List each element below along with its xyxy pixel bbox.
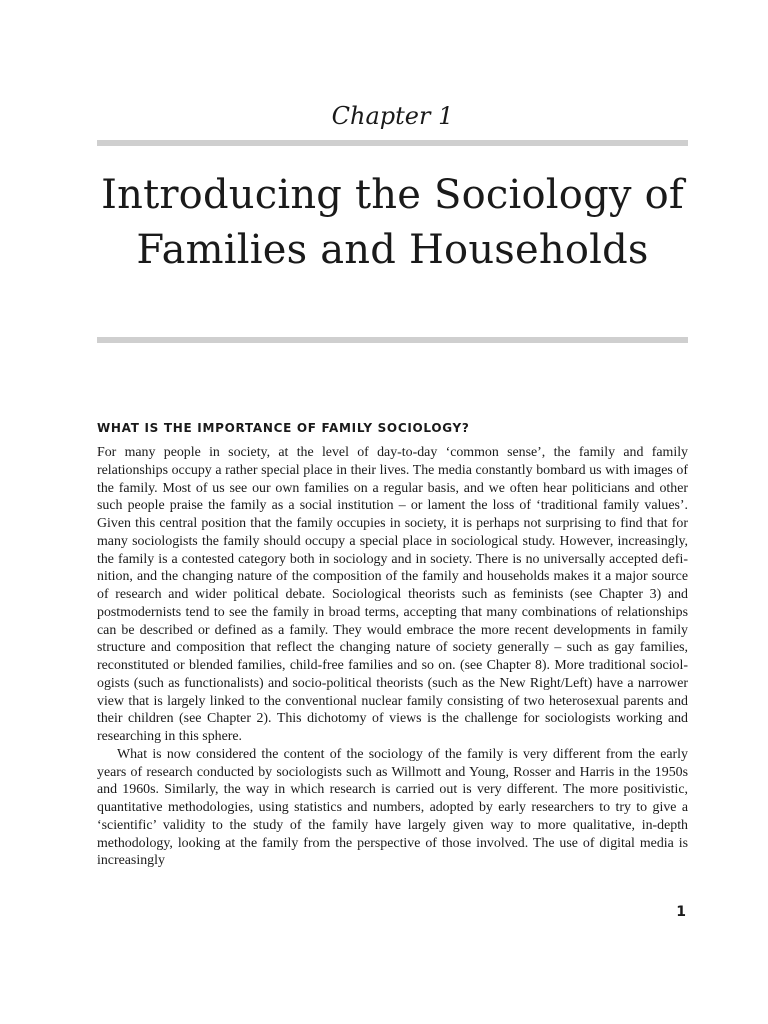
page-number: 1 — [676, 904, 686, 920]
chapter-label: Chapter 1 — [331, 102, 454, 130]
section-heading: WHAT IS THE IMPORTANCE OF FAMILY SOCIOLOGY? — [97, 421, 470, 435]
bottom-divider-rule — [97, 337, 688, 343]
paragraph-2: What is now considered the content of the sociology of the family is very different from the early years of research conducted by sociologists such as Willmott and Young, Rosser and Harris in the 1950s and 1960s. Similarly, the way in which research is carried out is very different. The more positivistic, quantitative methodologies, using statistics and numbers, adopted by early researchers to try to give a ‘scientific’ validity to the study of the family have largely given way to more qualitative, in-depth methodology, looking at the family from the perspective of those involved. The use of digital media is increasingly — [97, 746, 688, 869]
chapter-title: Introducing the Sociology of Families and Households — [101, 172, 684, 273]
body-text — [97, 444, 688, 870]
top-divider-rule — [97, 140, 688, 146]
paragraph-1: For many people in society, at the level of day-to-day ‘common sense’, the family and family relationships occupy a rather special place in their lives. The media constantly bombard us with images of the family. Most of us see our own families on a regular basis, and we often hear politicians and other such people praise the family as a social institution – or lament the loss of ‘traditional family values’. Given this central position that the family occupies in society, it is perhaps not surprising to find that for many sociologists the family should occupy a special place in sociological study. However, increasingly, the family is a contested category both in sociology and in society. There is no universally accepted definition, and the changing nature of the composition of the family and households makes it a major source of research and wider political debate. Sociological theorists such as feminists (see Chapter 3) and postmodernists tend to see the family in broad terms, accepting that many combinations of relationships can be described or defined as a family. They would embrace the more recent developments in family structure and composition that reflect the changing nature of society generally – such as gay families, reconstituted or blended families, child-free families and so on. (see Chapter 8). More traditional sociologists (such as functionalists) and socio-political theorists (such as the New Right/Left) have a narrower view that is largely linked to the conventional nuclear family consisting of two heterosexual parents and their children (see Chapter 2). This dichotomy of views is the challenge for sociologists working and researching in this sphere. — [97, 445, 688, 744]
